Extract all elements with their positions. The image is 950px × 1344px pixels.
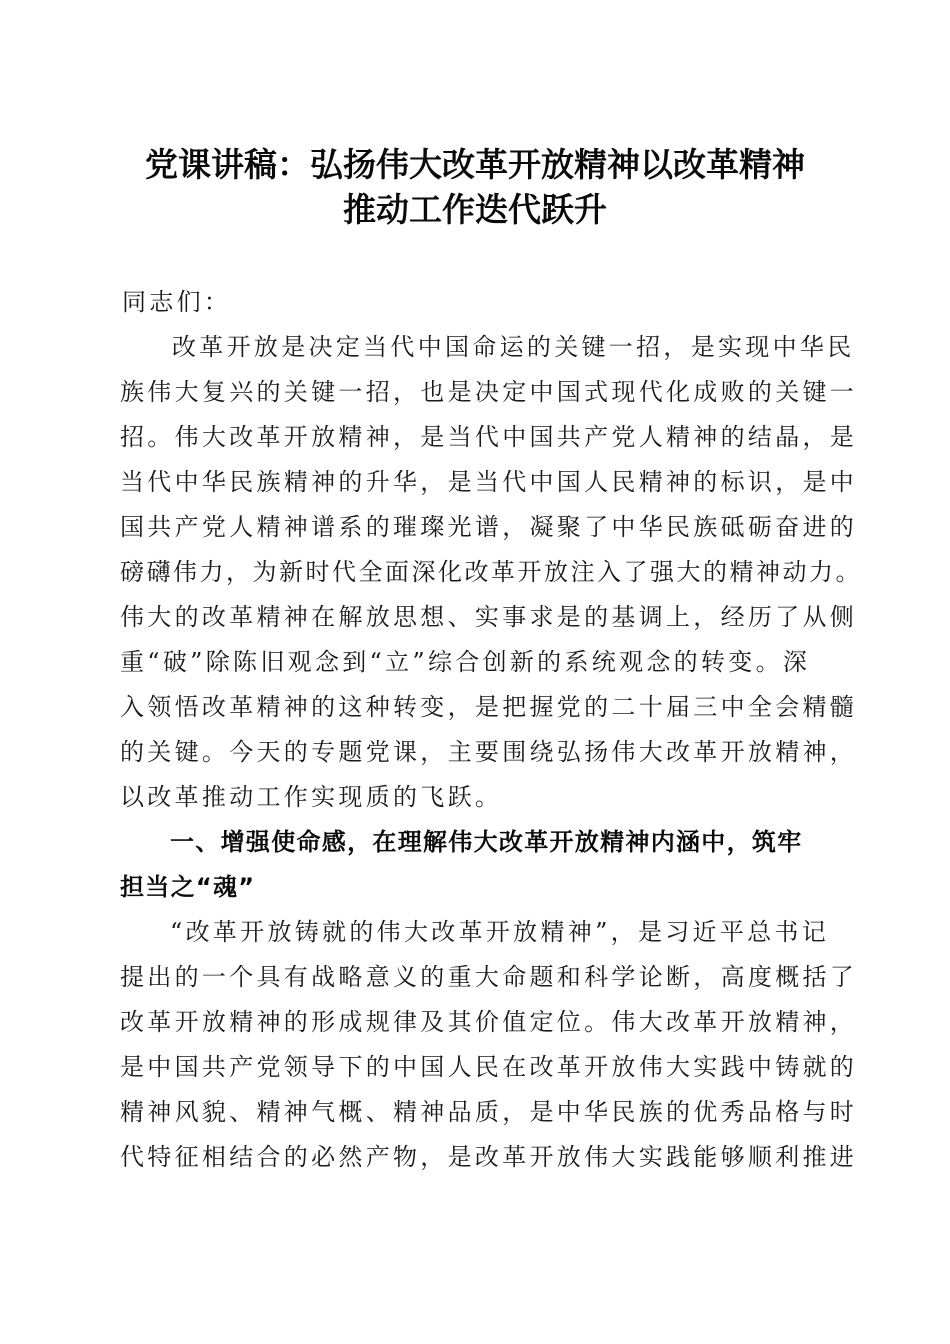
paragraph-1-line: 改革开放是决定当代中国命运的关键一招，是实现中华民	[172, 333, 855, 361]
paragraph-2-line: 是中国共产党领导下的中国人民在改革开放伟大实践中铸就的	[120, 1053, 858, 1081]
paragraph-2-line: 提出的一个具有战略意义的重大命题和科学论断，高度概括了	[120, 963, 858, 991]
paragraph-1-line: 国共产党人精神谱系的璀璨光谱，凝聚了中华民族砥砺奋进的	[120, 513, 858, 541]
paragraph-1-line: 磅礴伟力，为新时代全面深化改革开放注入了强大的精神动力。	[120, 558, 862, 586]
paragraph-2-line: “改革开放铸就的伟大改革开放精神”，是习近平总书记	[170, 918, 830, 946]
title-line-2: 推动工作迭代跃升	[343, 190, 607, 229]
paragraph-2-line: 代特征相结合的必然产物，是改革开放伟大实践能够顺利推进	[120, 1143, 858, 1171]
paragraph-1-line: 以改革推动工作实现质的飞跃。	[120, 783, 503, 811]
title-line-1: 党课讲稿：弘扬伟大改革开放精神以改革精神	[145, 145, 805, 184]
paragraph-1-line: 入领悟改革精神的这种转变，是把握党的二十届三中全会精髓	[120, 693, 858, 721]
paragraph-1-line: 族伟大复兴的关键一招，也是决定中国式现代化成败的关键一	[120, 378, 858, 406]
paragraph-1-line: 当代中华民族精神的升华，是当代中国人民精神的标识，是中	[120, 468, 858, 496]
paragraph-2-line: 精神风貌、精神气概、精神品质，是中华民族的优秀品格与时	[120, 1098, 858, 1126]
paragraph-1-line: 的关键。今天的专题党课，主要围绕弘扬伟大改革开放精神，	[120, 738, 858, 766]
section-1-heading-line: 担当之“魂”	[120, 873, 256, 901]
paragraph-2-line: 改革开放精神的形成规律及其价值定位。伟大改革开放精神，	[120, 1008, 858, 1036]
paragraph-1-line: 重“破”除陈旧观念到“立”综合创新的系统观念的转变。深	[120, 648, 811, 676]
greeting: 同志们：	[122, 288, 232, 316]
section-1-heading-line: 一、增强使命感，在理解伟大改革开放精神内涵中，筑牢	[170, 828, 803, 856]
paragraph-1-line: 伟大的改革精神在解放思想、实事求是的基调上，经历了从侧	[120, 603, 858, 631]
paragraph-1-line: 招。伟大改革开放精神，是当代中国共产党人精神的结晶，是	[120, 423, 858, 451]
